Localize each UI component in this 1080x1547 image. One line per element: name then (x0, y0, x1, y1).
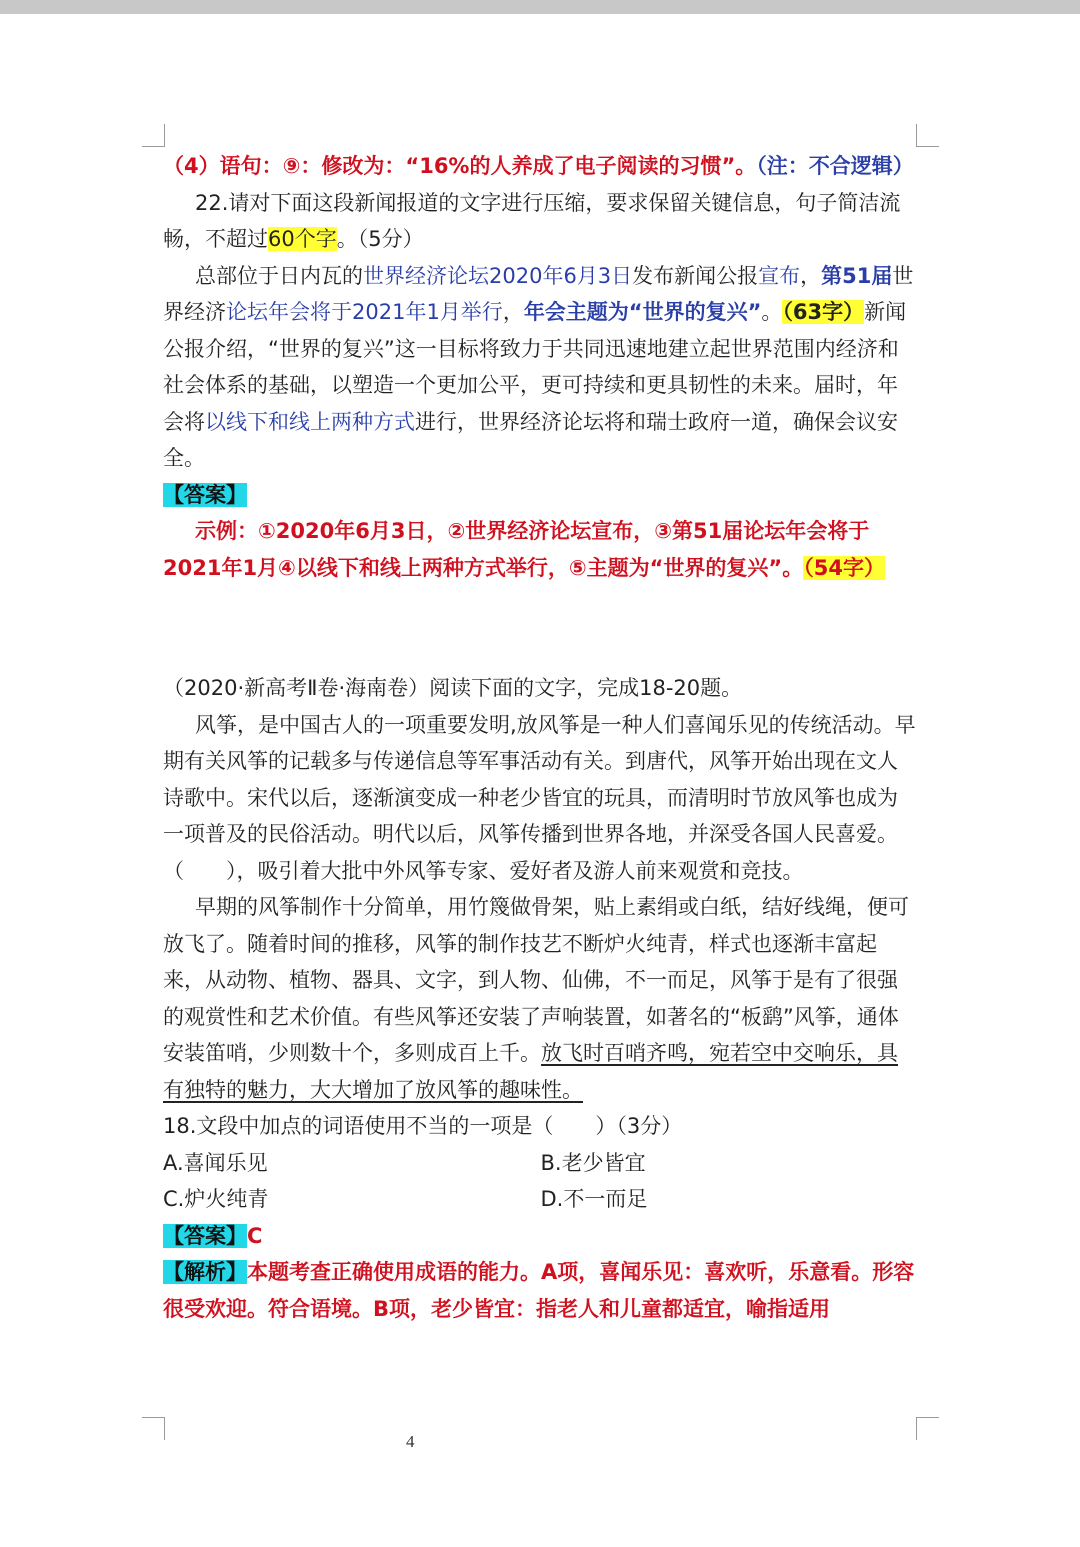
q22-passage (163, 258, 918, 477)
q22-answer (163, 513, 918, 586)
passage-seg: 。 (761, 300, 783, 324)
passage-count-highlight: （63字） (782, 300, 865, 324)
crop-mark-top-left (142, 124, 165, 147)
q22-answer-tag-line (163, 477, 918, 514)
q18-options-row-1 (163, 1145, 918, 1182)
q18-analysis (163, 1254, 918, 1327)
crop-mark-bottom-right (916, 1417, 939, 1440)
passage-seg: 第51届 (821, 263, 893, 288)
viewer-top-bar (0, 0, 1080, 14)
q18-answer: C (247, 1223, 263, 1248)
crop-mark-top-right (916, 124, 939, 147)
passage-seg: 世界经济论坛2020年6月3日 (363, 263, 633, 288)
underlined-sentence: 放飞时百哨齐鸣，宛若空中交响乐，具有独特的魅力，大大增加了放风筝的趣味性。 (163, 1041, 898, 1102)
q22-answer-count: （54字） (803, 555, 885, 580)
q18-answer-line (163, 1218, 918, 1255)
answer-tag: 【答案】 (163, 1223, 247, 1248)
q18-options-row-2 (163, 1181, 918, 1218)
q4-note: （注：不合逻辑） (756, 154, 914, 178)
answer-tag: 【答案】 (163, 482, 247, 507)
q22-prompt (163, 185, 918, 258)
option-d: D.不一而足 (540, 1187, 648, 1211)
passage-seg: 总部位于日内瓦的 (195, 263, 363, 288)
option-c: C.炉火纯青 (163, 1187, 269, 1211)
q22-score: 。（5分） (336, 227, 424, 251)
passage-seg: 新闻公报介绍，“世界的复兴”这一目标将致力于共同迅速地建立起世界范围内经济和社会体系的基础，以塑造一个更加公平，更可持续和更具韧性的未来。届时，年会将 (163, 300, 907, 434)
q18-prompt: 18.文段中加点的词语使用不当的一项是（ ）（3分） (163, 1114, 683, 1138)
q4-answer-line (163, 148, 918, 185)
q4-label: （4）语句：⑨：修改为： (163, 154, 406, 178)
passage-seg: ， (502, 300, 524, 324)
q18-analysis-text: 本题考查正确使用成语的能力。A项，喜闻乐见：喜欢听，乐意看。形容很受欢迎。符合语境。B项，老少皆宜：指老人和儿童都适宜，喻指适用 (163, 1260, 915, 1321)
q22-answer-text: 示例：①2020年6月3日，②世界经济论坛宣布，③第51届论坛年会将于2021年1月④以线下和线上两种方式举行，⑤主题为“世界的复兴”。 (163, 519, 870, 580)
section-heading: （2020·新高考Ⅱ卷·海南卷）阅读下面的文字，完成18-20题。 (163, 676, 743, 700)
analysis-tag: 【解析】 (163, 1260, 247, 1284)
reading-paragraph-1: 风筝，是中国古人的一项重要发明,放风筝是一种人们喜闻乐见的传统活动。早期有关风筝的记载多与传递信息等军事活动有关。到唐代，风筝开始出现在文人诗歌中。宋代以后，逐渐演变成一种老少皆宜的玩具，而清明时节放风筝也成为一项普及的民俗活动。明代以后，风筝传播到世界各地，并深受各国人民喜爱。（ ），吸引着大批中外风筝专家、爱好者及游人前来观赏和竞技。 (163, 712, 916, 883)
section-gap (163, 586, 918, 670)
q4-fix: “16%的人养成了电子阅读的习惯”。 (405, 154, 757, 178)
passage-seg: 年会主题为“世界的复兴” (523, 300, 762, 324)
passage-seg: 世界经济 (163, 263, 914, 324)
passage-seg: ， (800, 263, 822, 288)
passage-seg: 论坛年会将于2021年1月举行 (226, 300, 503, 324)
page-content (163, 148, 918, 1327)
passage-seg: 以线下和线上两种方式 (205, 409, 415, 434)
q22-prompt-text: 22.请对下面这段新闻报道的文字进行压缩，要求保留关键信息，句子简洁流畅，不超过 (163, 190, 901, 251)
q22-limit: 60个字 (268, 227, 337, 251)
passage-seg: 进行，世界经济论坛将和瑞士政府一道，确保会议安全。 (163, 409, 898, 470)
passage-seg: 宣布 (758, 263, 801, 288)
option-a: A.喜闻乐见 (163, 1150, 268, 1175)
paragraph-2-text: 早期的风筝制作十分简单，用竹篾做骨架，贴上素绢或白纸，结好线绳，便可放飞了。随着时间的推移，风筝的制作技艺不断炉火纯青，样式也逐渐丰富起来，从动物、植物、器具、文字，到人物、仙佛，不一而足，风筝于是有了很强的观赏性和艺术价值。有些风筝还安装了声响装置，如著名的“板鹞”风筝，通体安装笛哨，少则数十个，多则成百上千。 (163, 895, 909, 1065)
crop-mark-bottom-left (142, 1417, 165, 1440)
reading-paragraph-2 (163, 889, 918, 1108)
page-number: 4 (406, 1432, 415, 1451)
option-b: B.老少皆宜 (540, 1150, 646, 1175)
passage-seg: 发布新闻公报 (632, 263, 759, 288)
